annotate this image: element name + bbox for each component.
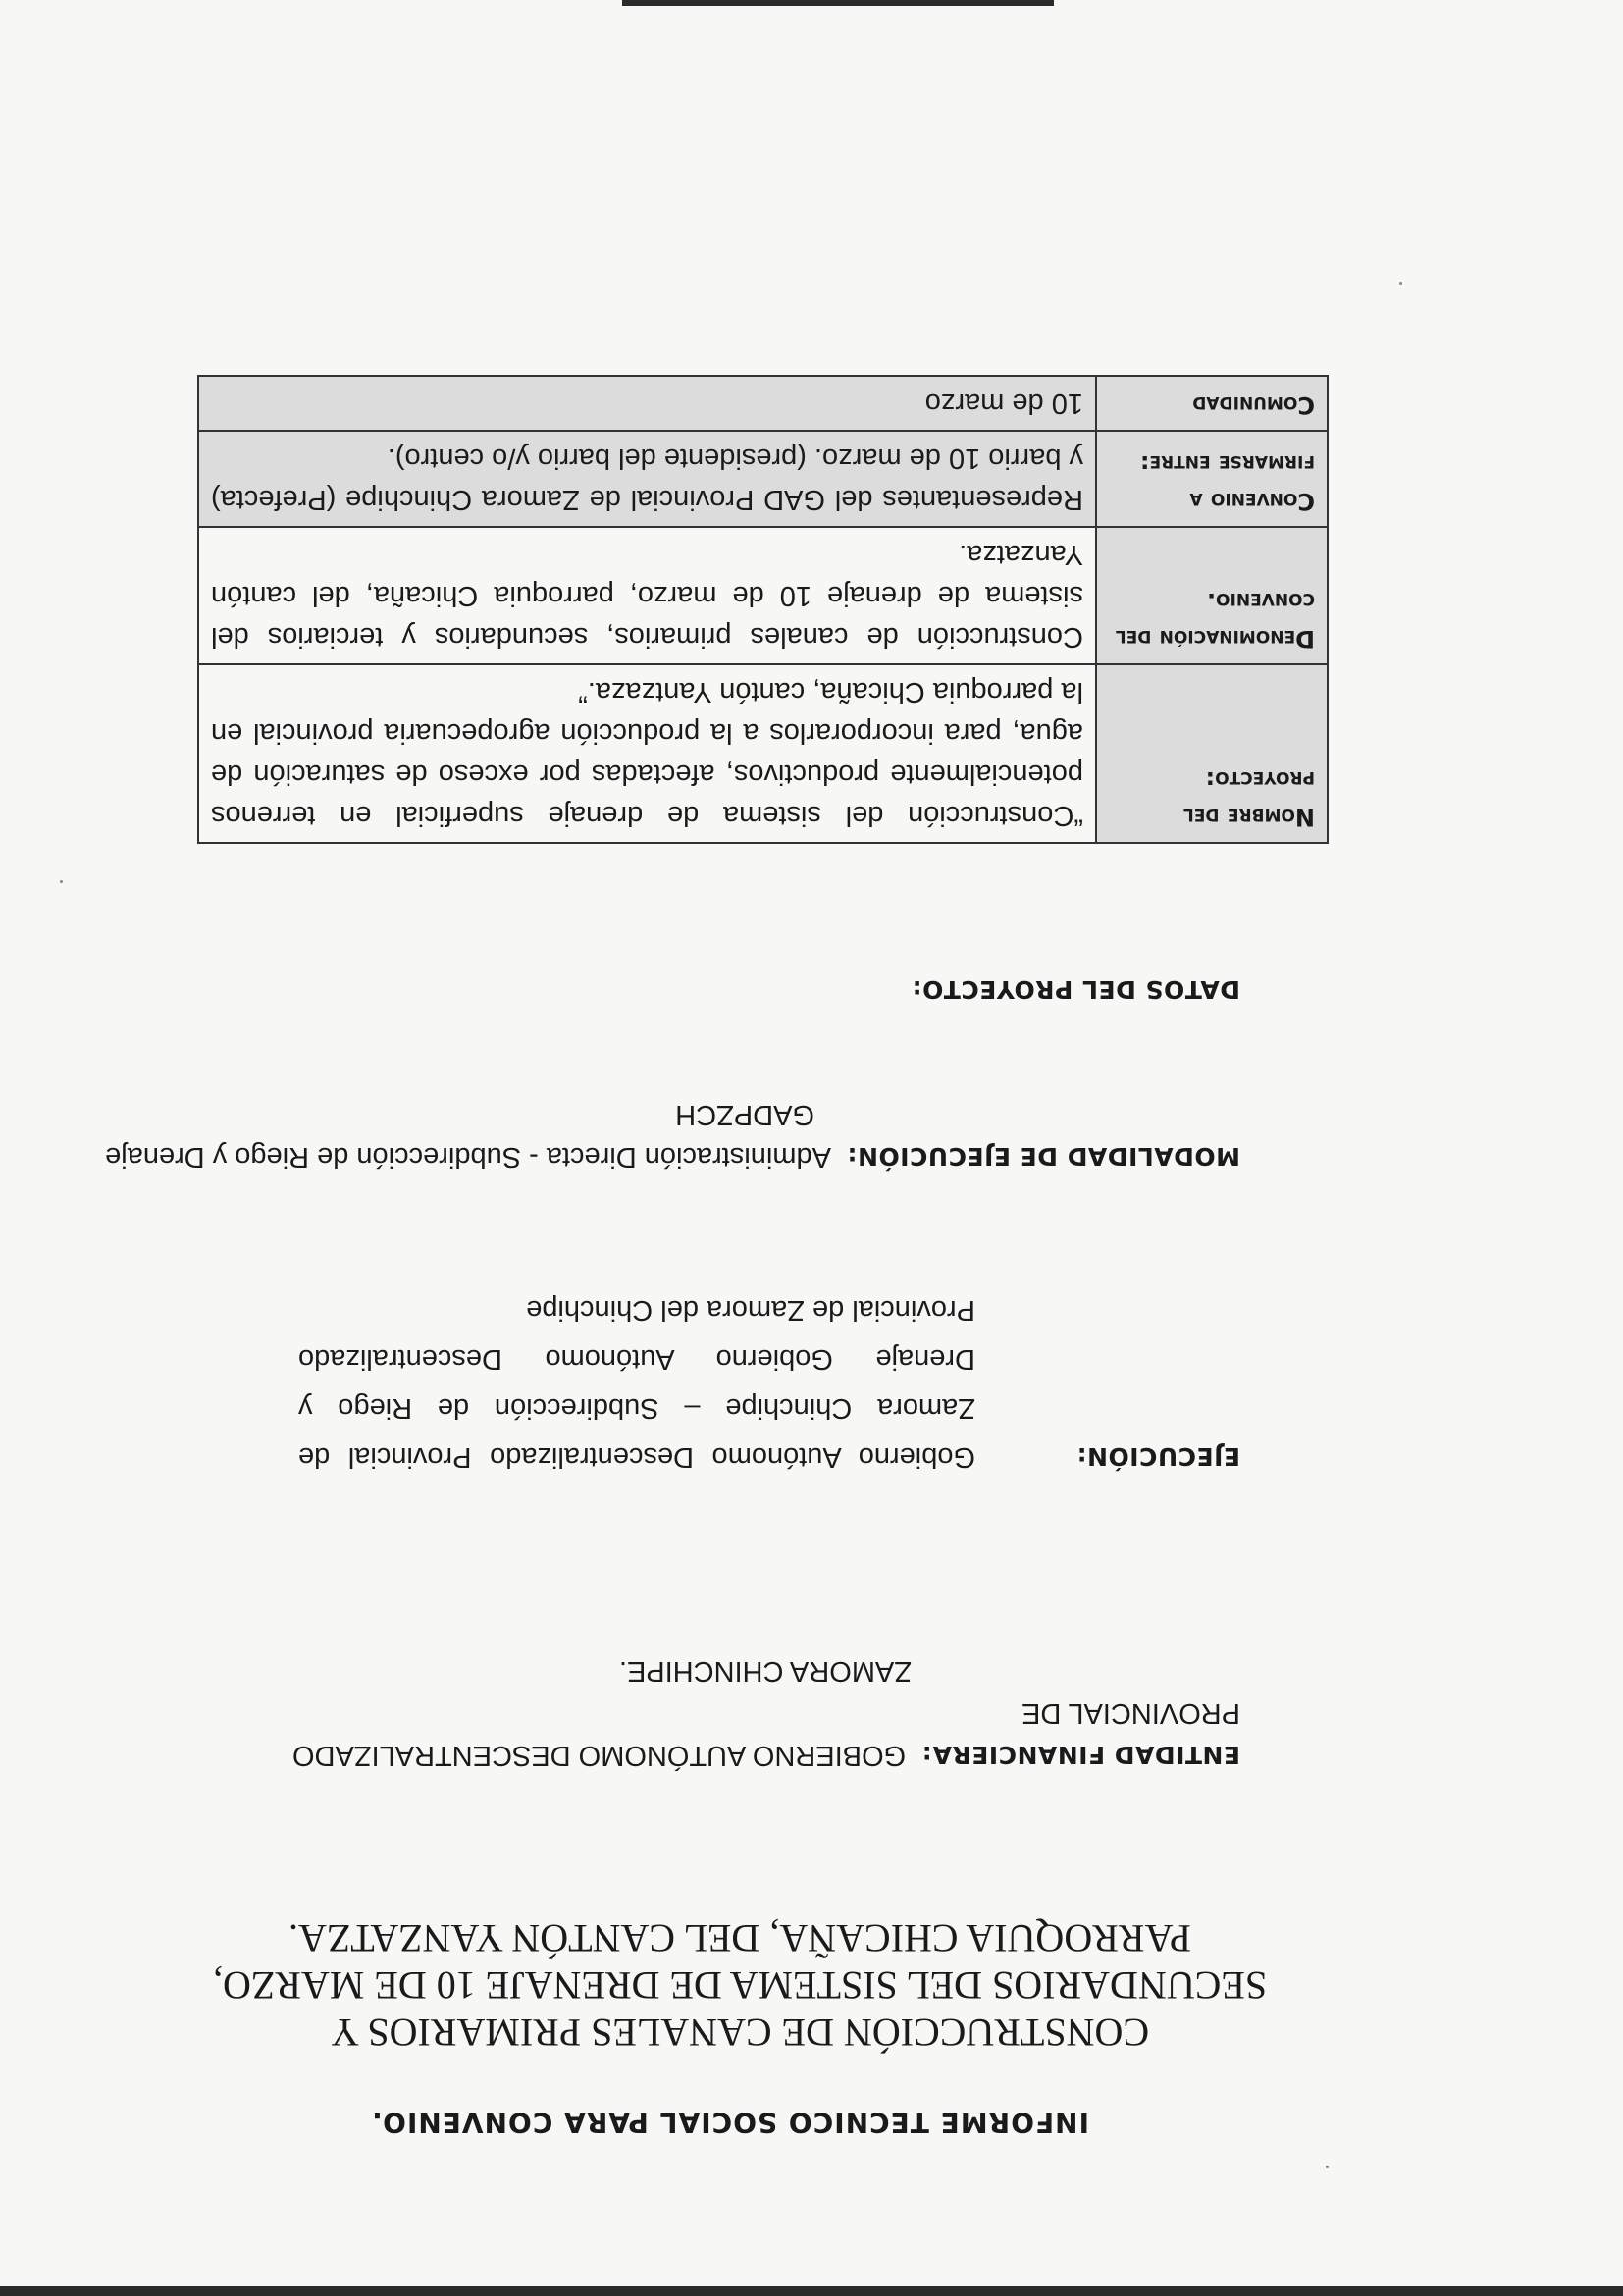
table-row bbox=[198, 527, 1328, 664]
row-header-community: Comunidad bbox=[1096, 376, 1328, 431]
project-data-table bbox=[197, 375, 1329, 844]
row-header-project-name: Nombre del proyecto: bbox=[1096, 664, 1328, 843]
document-title: INFORME TECNICO SOCIAL PARA CONVENIO. bbox=[371, 2107, 1089, 2139]
row-header-signatories: Convenio a firmarse entre: bbox=[1096, 431, 1328, 527]
scan-speck bbox=[60, 880, 63, 883]
row-value-agreement-name: Construcción de canales primarios, secundarios y terciarios del sistema de drenaje 10 de marzo, parroquia Chicaña, del cantón Yanzatza. bbox=[198, 527, 1096, 664]
scan-edge-top bbox=[0, 2286, 1623, 2296]
execution-section bbox=[141, 1285, 1240, 1482]
scan-speck bbox=[1399, 282, 1402, 285]
table-row bbox=[198, 431, 1328, 527]
financing-value-continued: ZAMORA CHINCHIPE. bbox=[618, 1655, 912, 1687]
execution-mode-label: MODALIDAD DE EJECUCIÓN: bbox=[847, 1142, 1240, 1171]
scan-speck bbox=[1326, 2166, 1329, 2168]
table-row bbox=[198, 376, 1328, 431]
row-value-community: 10 de marzo bbox=[198, 376, 1096, 431]
execution-mode-section bbox=[63, 1093, 1240, 1177]
row-header-agreement-name: Denominación del convenio. bbox=[1096, 527, 1328, 664]
document-subtitle: CONSTRUCCIÓN DE CANALES PRIMARIOS Y SECUNDARIOS DEL SISTEMA DE DRENAJE 10 DE MARZO, PARROQUIA CHICAÑA, DEL CANTÓN YANZATZA. bbox=[212, 1916, 1268, 2055]
financing-section bbox=[141, 1649, 1240, 1776]
execution-value: Gobierno Autónomo Descentralizado Provincial de Zamora Chinchipe – Subdirección de Riego y Drenaje Gobierno Autónomo Descentralizado Provincial de Zamora del Chinchipe bbox=[298, 1294, 975, 1473]
row-value-signatories: Representantes del GAD Provincial de Zamora Chinchipe (Prefecta) y barrio 10 de marzo. (presidente del barrio y/o centro). bbox=[198, 431, 1096, 527]
execution-mode-value-continued: GADPZCH bbox=[675, 1099, 814, 1130]
execution-mode-value: Administración Directa - Subdirección de Riego y Drenaje bbox=[105, 1141, 831, 1173]
row-value-project-name: “Construcción del sistema de drenaje superficial en terrenos potencialmente productivos, afectadas por exceso de saturación de agua, para incorporarlos a la producción agropecuaria provincial en la parroquia Chicaña, cantón Yantzaza.” bbox=[198, 664, 1096, 843]
project-data-heading: DATOS DEL PROYECTO: bbox=[912, 975, 1240, 1004]
execution-label: EJECUCIÓN: bbox=[1076, 1442, 1240, 1471]
scan-edge-bottom bbox=[622, 0, 1054, 6]
financing-value: GOBIERNO AUTÓNOMO DESCENTRALIZADO PROVINCIAL DE bbox=[291, 1697, 1240, 1771]
table-row bbox=[198, 664, 1328, 843]
financing-label: ENTIDAD FINANCIERA: bbox=[921, 1741, 1240, 1769]
